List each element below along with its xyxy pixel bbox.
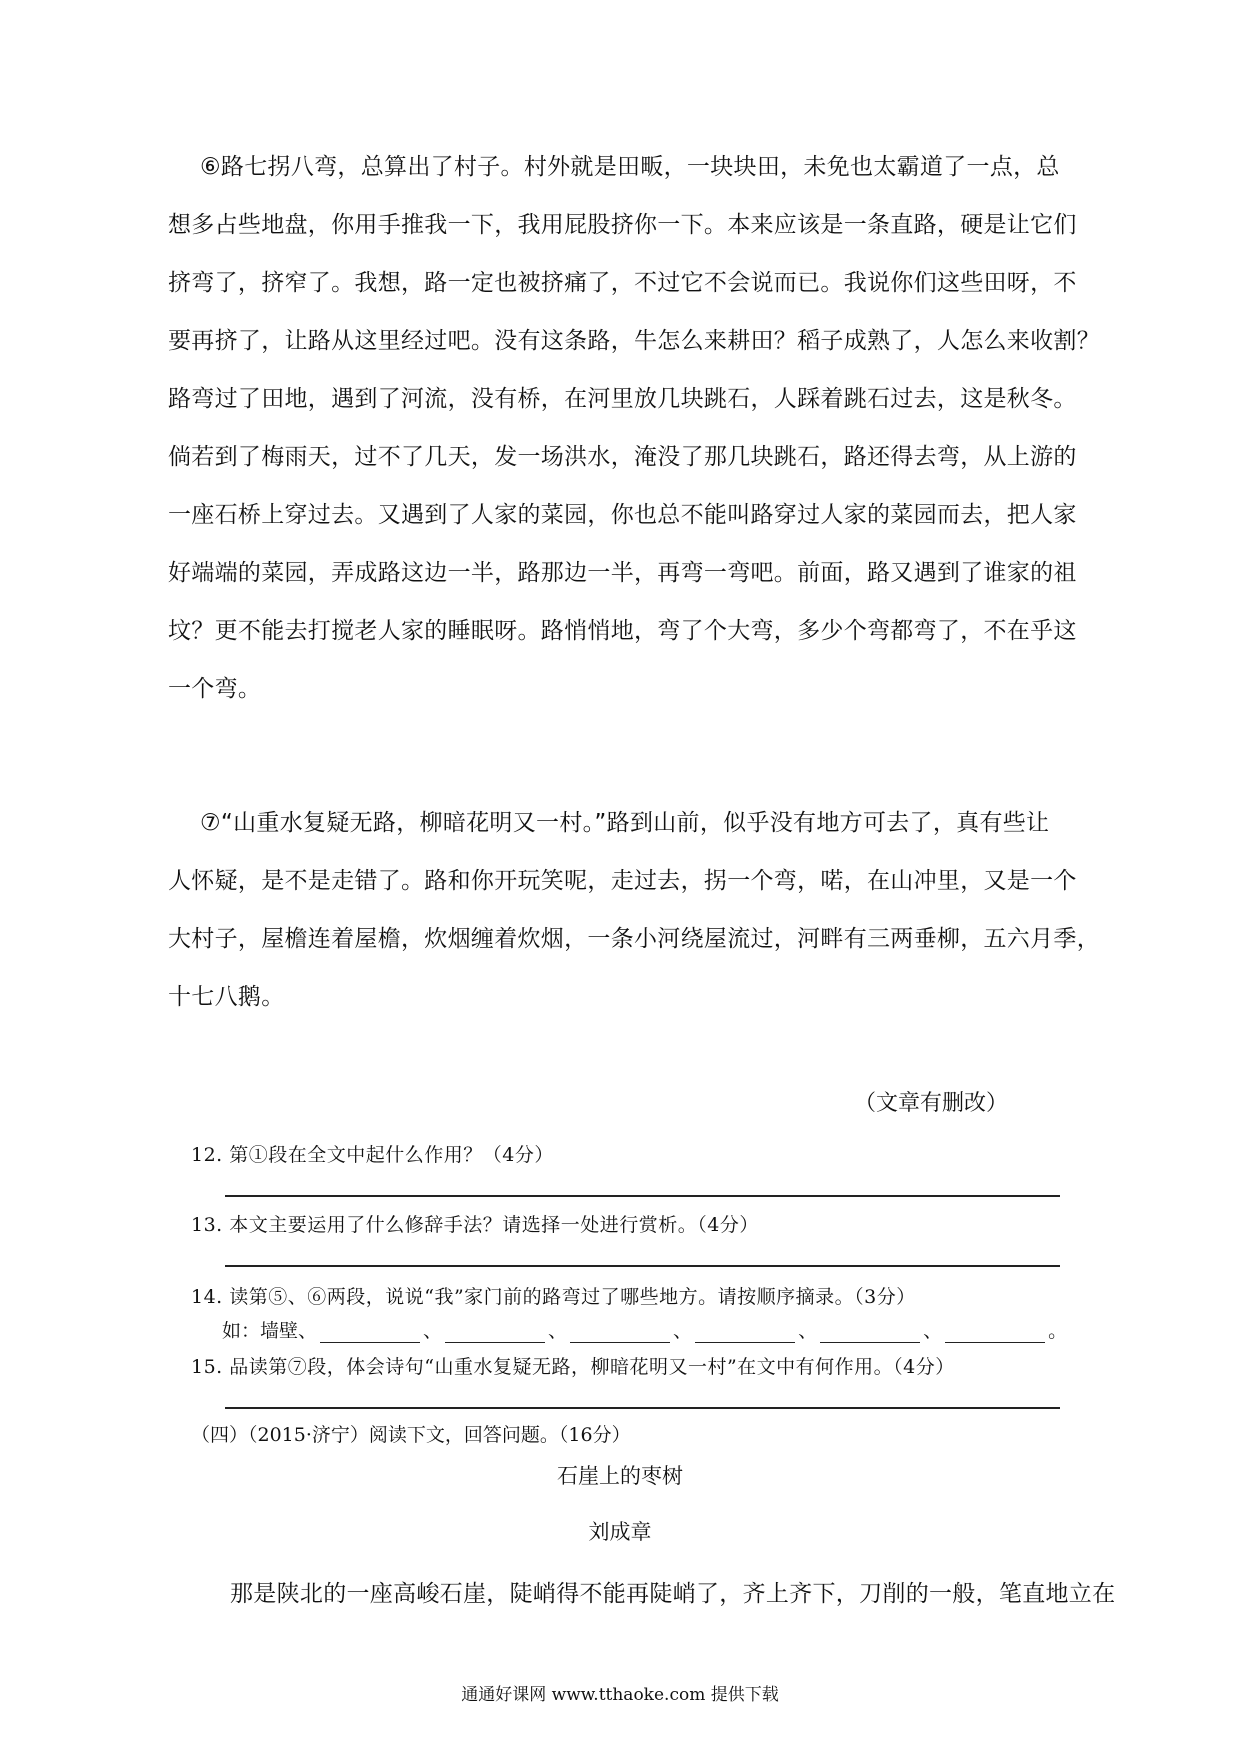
paragraph-line: 挤弯了，挤窄了。我想，路一定也被挤痛了，不过它不会说而已。我说你们这些田呀，不 xyxy=(168,270,1077,296)
answer-blank-2[interactable] xyxy=(445,1324,545,1343)
article-title: 石崖上的枣树 xyxy=(557,1464,683,1488)
paragraph-line: 大村子，屋檐连着屋檐，炊烟缠着炊烟，一条小河绕屋流过，河畔有三两垂柳，五六月季， xyxy=(168,926,1100,952)
paragraph-line: ⑦“山重水复疑无路，柳暗花明又一村。”路到山前，似乎没有地方可去了，真有些让 xyxy=(200,810,1050,836)
paragraph-line: 好端端的菜园，弄成路这边一半，路那边一半，再弯一弯吧。前面，路又遇到了谁家的祖 xyxy=(168,560,1077,586)
example-prefix: 如：墙壁、 xyxy=(222,1320,318,1342)
paragraph-line: 人怀疑，是不是走错了。路和你开玩笑呢，走过去，拐一个弯，喏，在山冲里，又是一个 xyxy=(168,868,1077,894)
answer-blank-1[interactable] xyxy=(320,1324,420,1343)
paragraph-line: 路弯过了田地，遇到了河流，没有桥，在河里放几块跳石，人踩着跳石过去，这是秋冬。 xyxy=(168,386,1077,412)
separator: 、 xyxy=(673,1320,693,1342)
article-first-line: 那是陕北的一座高峻石崖，陡峭得不能再陡峭了，齐上齐下，刀削的一般，笔直地立在 xyxy=(230,1581,1116,1607)
paragraph-line: 一座石桥上穿过去。又遇到了人家的菜园，你也总不能叫路穿过人家的菜园而去，把人家 xyxy=(168,502,1077,528)
paragraph-line: 坟？更不能去打搅老人家的睡眠呀。路悄悄地，弯了个大弯，多少个弯都弯了，不在乎这 xyxy=(168,618,1077,644)
question-14: 14. 读第⑤、⑥两段，说说“我”家门前的路弯过了哪些地方。请按顺序摘录。（3分） xyxy=(191,1286,916,1308)
question-13: 13. 本文主要运用了什么修辞手法？请选择一处进行赏析。（4分） xyxy=(191,1214,759,1236)
answer-line-13[interactable] xyxy=(225,1265,1060,1267)
question-12: 12. 第①段在全文中起什么作用？（4分） xyxy=(191,1144,554,1166)
article-author: 刘成章 xyxy=(588,1520,652,1544)
answer-line-12[interactable] xyxy=(225,1195,1060,1197)
paragraph-line: 想多占些地盘，你用手推我一下，我用屁股挤你一下。本来应该是一条直路，硬是让它们 xyxy=(168,212,1077,238)
separator: 、 xyxy=(923,1320,943,1342)
separator: 、 xyxy=(798,1320,818,1342)
paragraph-line: 十七八鹅。 xyxy=(168,984,285,1010)
question-14-fill-row xyxy=(222,1316,1067,1343)
paragraph-line: 要再挤了，让路从这里经过吧。没有这条路，牛怎么来耕田？稻子成熟了，人怎么来收割？ xyxy=(168,328,1100,354)
section-4-heading: （四）（2015·济宁）阅读下文，回答问题。（16分） xyxy=(191,1424,631,1446)
answer-line-15[interactable] xyxy=(225,1407,1060,1409)
question-15: 15. 品读第⑦段，体会诗句“山重水复疑无路，柳暗花明又一村”在文中有何作用。（4分） xyxy=(191,1356,955,1378)
answer-blank-3[interactable] xyxy=(570,1324,670,1343)
paragraph-line: ⑥路七拐八弯，总算出了村子。村外就是田畈，一块块田，未免也太霸道了一点，总 xyxy=(200,154,1060,180)
answer-blank-6[interactable] xyxy=(945,1324,1045,1343)
paragraph-line: 一个弯。 xyxy=(168,676,262,702)
answer-blank-4[interactable] xyxy=(695,1324,795,1343)
end-mark: 。 xyxy=(1048,1320,1068,1342)
page-footer: 通通好课网 www.tthaoke.com 提供下载 xyxy=(461,1685,779,1705)
separator: 、 xyxy=(548,1320,568,1342)
edit-note: （文章有删改） xyxy=(853,1091,1008,1116)
separator: 、 xyxy=(423,1320,443,1342)
paragraph-line: 倘若到了梅雨天，过不了几天，发一场洪水，淹没了那几块跳石，路还得去弯，从上游的 xyxy=(168,444,1077,470)
answer-blank-5[interactable] xyxy=(820,1324,920,1343)
